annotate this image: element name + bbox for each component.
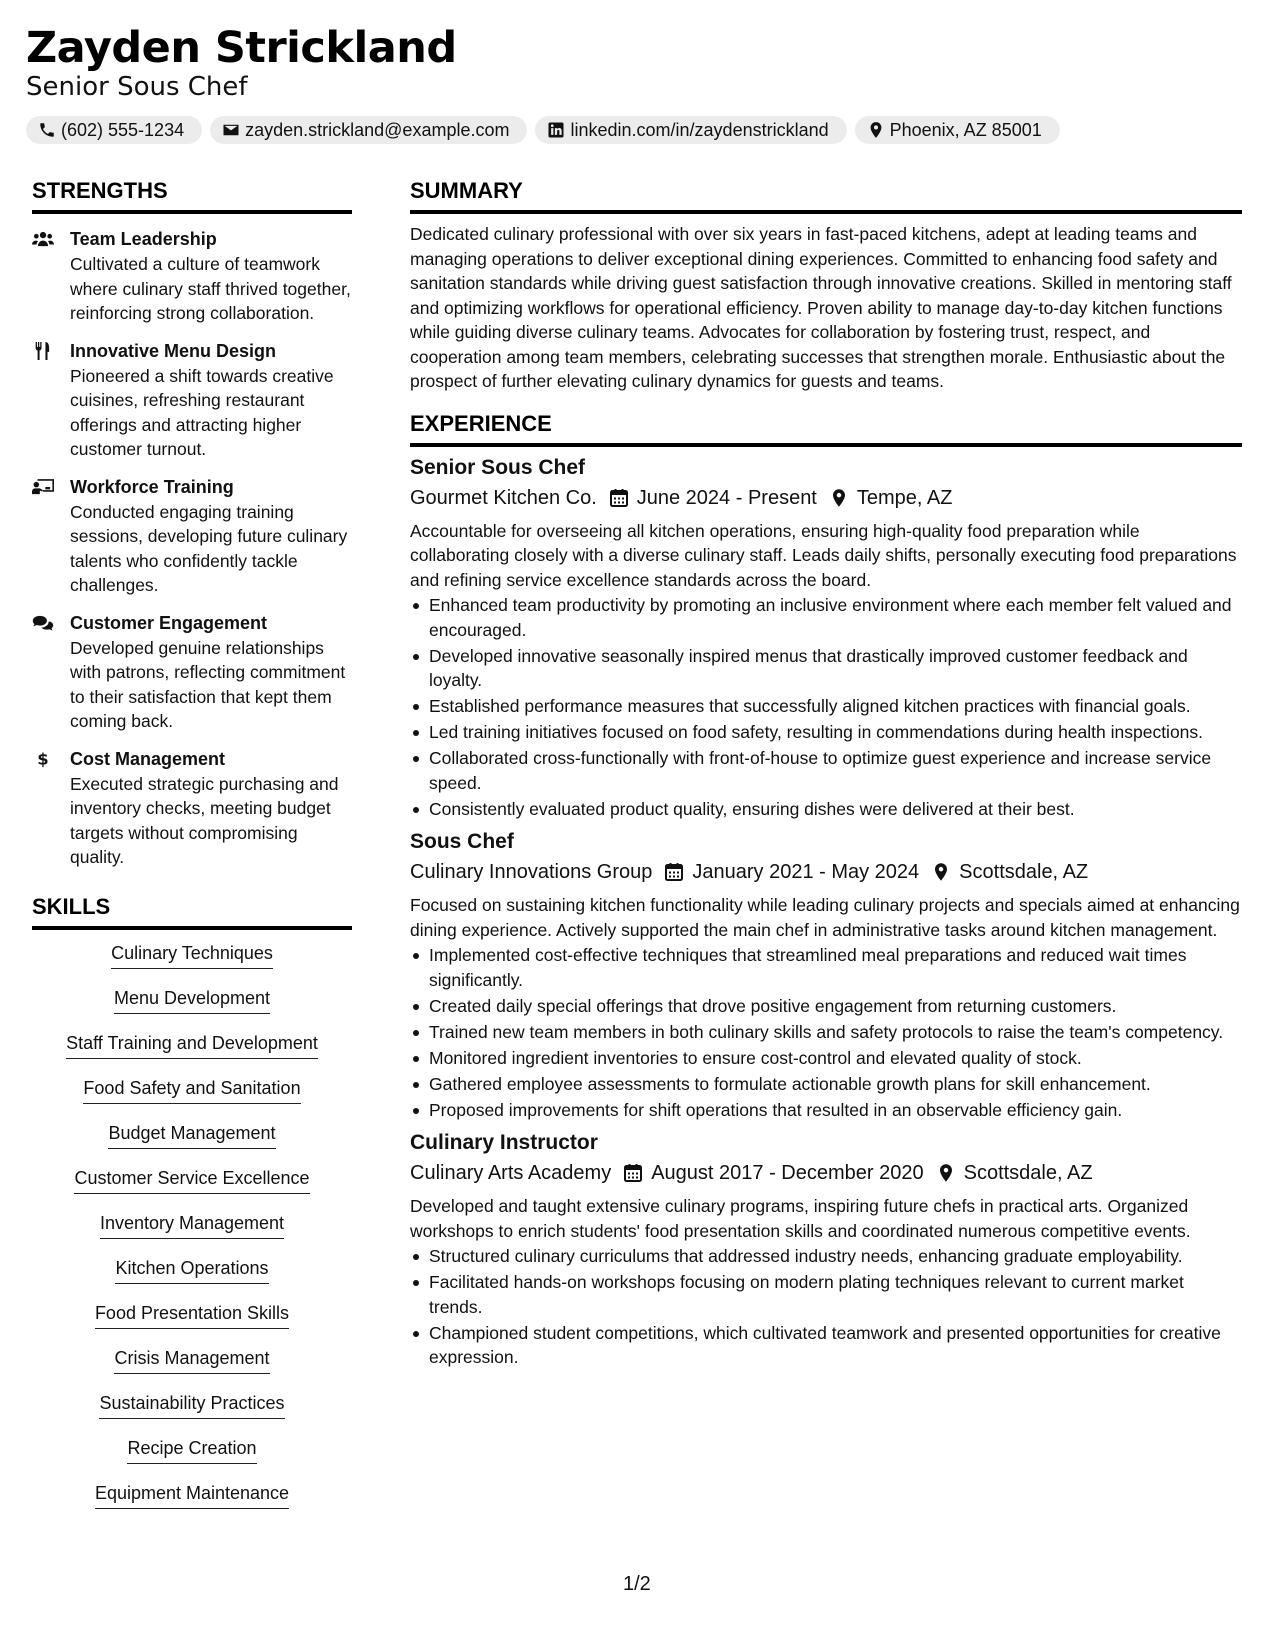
map-pin-icon bbox=[829, 488, 849, 508]
calendar-icon bbox=[623, 1163, 643, 1183]
experience-heading: EXPERIENCE bbox=[410, 409, 1242, 447]
job-dates: January 2021 - May 2024 bbox=[692, 861, 920, 883]
job-bullet: Championed student competitions, which cultivated teamwork and presented opportunities for creative expression. bbox=[410, 1321, 1242, 1370]
skill-item: Kitchen Operations bbox=[115, 1255, 268, 1284]
job-bullet: Facilitated hands-on workshops focusing on modern plating techniques relevant to current market trends. bbox=[410, 1270, 1242, 1319]
job-bullets bbox=[410, 1244, 1242, 1370]
strength-item bbox=[32, 610, 352, 734]
job-company: Culinary Arts Academy bbox=[410, 1162, 612, 1184]
job-bullet: Collaborated cross-functionally with front-of-house to optimize guest experience and increase service speed. bbox=[410, 746, 1242, 795]
strength-description: Pioneered a shift towards creative cuisines, refreshing restaurant offerings and attracting higher customer turnout. bbox=[70, 365, 334, 459]
job-dates: June 2024 - Present bbox=[636, 486, 817, 509]
linkedin-icon bbox=[547, 121, 565, 139]
job-title: Senior Sous Chef bbox=[410, 455, 586, 479]
skill-item: Sustainability Practices bbox=[99, 1390, 284, 1419]
strength-title: Customer Engagement bbox=[70, 612, 268, 633]
job-entry bbox=[410, 453, 1242, 822]
job-company: Gourmet Kitchen Co. bbox=[410, 486, 597, 509]
job-bullet: Trained new team members in both culinary skills and safety protocols to raise the team's competency. bbox=[410, 1020, 1242, 1045]
strength-title: Workforce Training bbox=[70, 476, 234, 497]
strength-item bbox=[32, 338, 352, 462]
map-pin-icon bbox=[931, 862, 951, 882]
job-title: Sous Chef bbox=[410, 830, 514, 853]
skill-item: Culinary Techniques bbox=[111, 940, 273, 969]
job-bullet: Implemented cost-effective techniques that streamlined meal preparations and reduced wait times significantly. bbox=[410, 943, 1242, 992]
resume-header bbox=[26, 22, 1246, 144]
skill-item: Food Safety and Sanitation bbox=[83, 1075, 300, 1104]
job-entry bbox=[410, 1128, 1242, 1370]
envelope-icon bbox=[222, 121, 240, 139]
contact-phone[interactable] bbox=[26, 116, 202, 144]
contact-bar bbox=[26, 116, 1246, 144]
left-column bbox=[32, 176, 352, 1525]
job-location: Tempe, AZ bbox=[856, 486, 953, 509]
job-location: Scottsdale, AZ bbox=[959, 861, 1089, 883]
calendar-icon bbox=[664, 862, 684, 882]
strength-description: Executed strategic purchasing and inventory checks, meeting budget targets without compromising quality. bbox=[70, 773, 339, 867]
skill-item: Staff Training and Development bbox=[66, 1030, 318, 1059]
job-bullet: Enhanced team productivity by promoting an inclusive environment where each member felt valued and encouraged. bbox=[410, 593, 1242, 642]
contact-phone-text: (602) 555-1234 bbox=[61, 119, 185, 140]
skill-item: Recipe Creation bbox=[127, 1435, 256, 1464]
job-bullet: Established performance measures that successfully aligned kitchen practices with financial goals. bbox=[410, 694, 1242, 719]
job-bullet: Consistently evaluated product quality, ensuring dishes were delivered at their best. bbox=[410, 797, 1242, 822]
calendar-icon bbox=[609, 488, 629, 508]
strength-item bbox=[32, 226, 352, 326]
summary-heading: SUMMARY bbox=[410, 176, 1242, 214]
strength-item bbox=[32, 474, 352, 598]
job-description: Focused on sustaining kitchen functionality while leading culinary projects and specials aimed at enhancing dining experience. Actively supported the main chef in administrative tasks around kitchen management. bbox=[410, 895, 1240, 940]
strength-item bbox=[32, 746, 352, 870]
contact-email-text: zayden.strickland@example.com bbox=[245, 119, 510, 140]
contact-linkedin-text: linkedin.com/in/zaydenstrickland bbox=[570, 119, 829, 140]
job-meta bbox=[410, 1158, 1242, 1188]
svg-text:$: $ bbox=[37, 749, 49, 768]
contact-location bbox=[855, 116, 1060, 144]
comments-icon bbox=[32, 614, 54, 632]
job-bullet: Proposed improvements for shift operations that resulted in an observable efficiency gain. bbox=[410, 1098, 1242, 1123]
job-bullet: Created daily special offerings that drove positive engagement from returning customers. bbox=[410, 994, 1242, 1019]
map-pin-icon bbox=[936, 1163, 956, 1183]
page-number: 1/2 bbox=[623, 1573, 651, 1595]
skills-heading: SKILLS bbox=[32, 892, 352, 930]
candidate-title: Senior Sous Chef bbox=[26, 72, 248, 102]
job-company: Culinary Innovations Group bbox=[410, 861, 653, 883]
job-bullet: Developed innovative seasonally inspired menus that drastically improved customer feedback and loyalty. bbox=[410, 644, 1242, 693]
utensils-icon bbox=[32, 342, 54, 360]
job-entry bbox=[410, 827, 1242, 1122]
chalkboard-teacher-icon bbox=[32, 478, 54, 496]
skills-list bbox=[32, 940, 352, 1525]
strength-description: Developed genuine relationships with patrons, reflecting commitment to their satisfaction that kept them coming back. bbox=[70, 637, 346, 731]
map-pin-icon bbox=[867, 121, 885, 139]
contact-linkedin[interactable] bbox=[535, 116, 846, 144]
job-bullet: Gathered employee assessments to formulate actionable growth plans for skill enhancement. bbox=[410, 1072, 1242, 1097]
job-title: Culinary Instructor bbox=[410, 1131, 598, 1154]
strength-description: Cultivated a culture of teamwork where culinary staff thrived together, reinforcing strong collaboration. bbox=[70, 254, 351, 323]
job-bullet: Structured culinary curriculums that addressed industry needs, enhancing graduate employability. bbox=[410, 1244, 1242, 1269]
summary-text: Dedicated culinary professional with over six years in fast-paced kitchens, adept at leading teams and managing operations to deliver exceptional dining experiences. Committed to enhancing food safety and sanitation standards while driving guest satisfaction through innovative creations. Skilled in mentoring staff and optimizing workflows for operational efficiency. Proven ability to manage day-to-day kitchen functions while guiding diverse culinary teams. Advocates for collaboration by fostering trust, respect, and cooperation among team members, celebrating successes that strengthen morale. Enthusiastic about the prospect of further elevating culinary dynamics for guests and teams. bbox=[410, 224, 1232, 391]
skill-item: Customer Service Excellence bbox=[74, 1165, 309, 1194]
strength-title: Team Leadership bbox=[70, 229, 217, 249]
contact-email[interactable] bbox=[210, 116, 527, 144]
strength-description: Conducted engaging training sessions, developing future culinary talents who confidently tackle challenges. bbox=[70, 501, 348, 595]
phone-icon bbox=[38, 121, 56, 139]
job-description: Developed and taught extensive culinary programs, inspiring future chefs in practical arts. Organized workshops to enrich students' food presentation skills and coordinated numerous competitive events. bbox=[410, 1196, 1191, 1241]
strengths-heading: STRENGTHS bbox=[32, 176, 352, 214]
skill-item: Crisis Management bbox=[114, 1345, 269, 1374]
skill-item: Inventory Management bbox=[100, 1210, 284, 1239]
candidate-name: Zayden Strickland bbox=[26, 23, 457, 73]
strength-title: Cost Management bbox=[70, 748, 226, 769]
job-dates: August 2017 - December 2020 bbox=[651, 1162, 924, 1184]
skill-item: Menu Development bbox=[114, 985, 270, 1014]
job-bullet: Led training initiatives focused on food safety, resulting in commendations during health inspections. bbox=[410, 720, 1242, 745]
job-bullets bbox=[410, 943, 1242, 1122]
job-description: Accountable for overseeing all kitchen operations, ensuring high-quality food preparation while collaborating closely with a diverse culinary staff. Leads daily shifts, personally executing food preparations and refining service excellence standards across the board. bbox=[410, 520, 1237, 590]
skill-item: Budget Management bbox=[108, 1120, 275, 1149]
job-location: Scottsdale, AZ bbox=[963, 1162, 1093, 1184]
job-meta bbox=[410, 483, 1242, 513]
skill-item: Equipment Maintenance bbox=[95, 1480, 289, 1509]
job-meta bbox=[410, 857, 1242, 887]
job-bullet: Monitored ingredient inventories to ensure cost-control and elevated quality of stock. bbox=[410, 1046, 1242, 1071]
job-bullets bbox=[410, 593, 1242, 821]
users-icon bbox=[32, 230, 54, 248]
skill-item: Food Presentation Skills bbox=[95, 1300, 289, 1329]
contact-location-text: Phoenix, AZ 85001 bbox=[889, 119, 1042, 140]
dollar-icon bbox=[32, 750, 54, 768]
right-column bbox=[410, 176, 1242, 1371]
strength-title: Innovative Menu Design bbox=[70, 340, 277, 361]
